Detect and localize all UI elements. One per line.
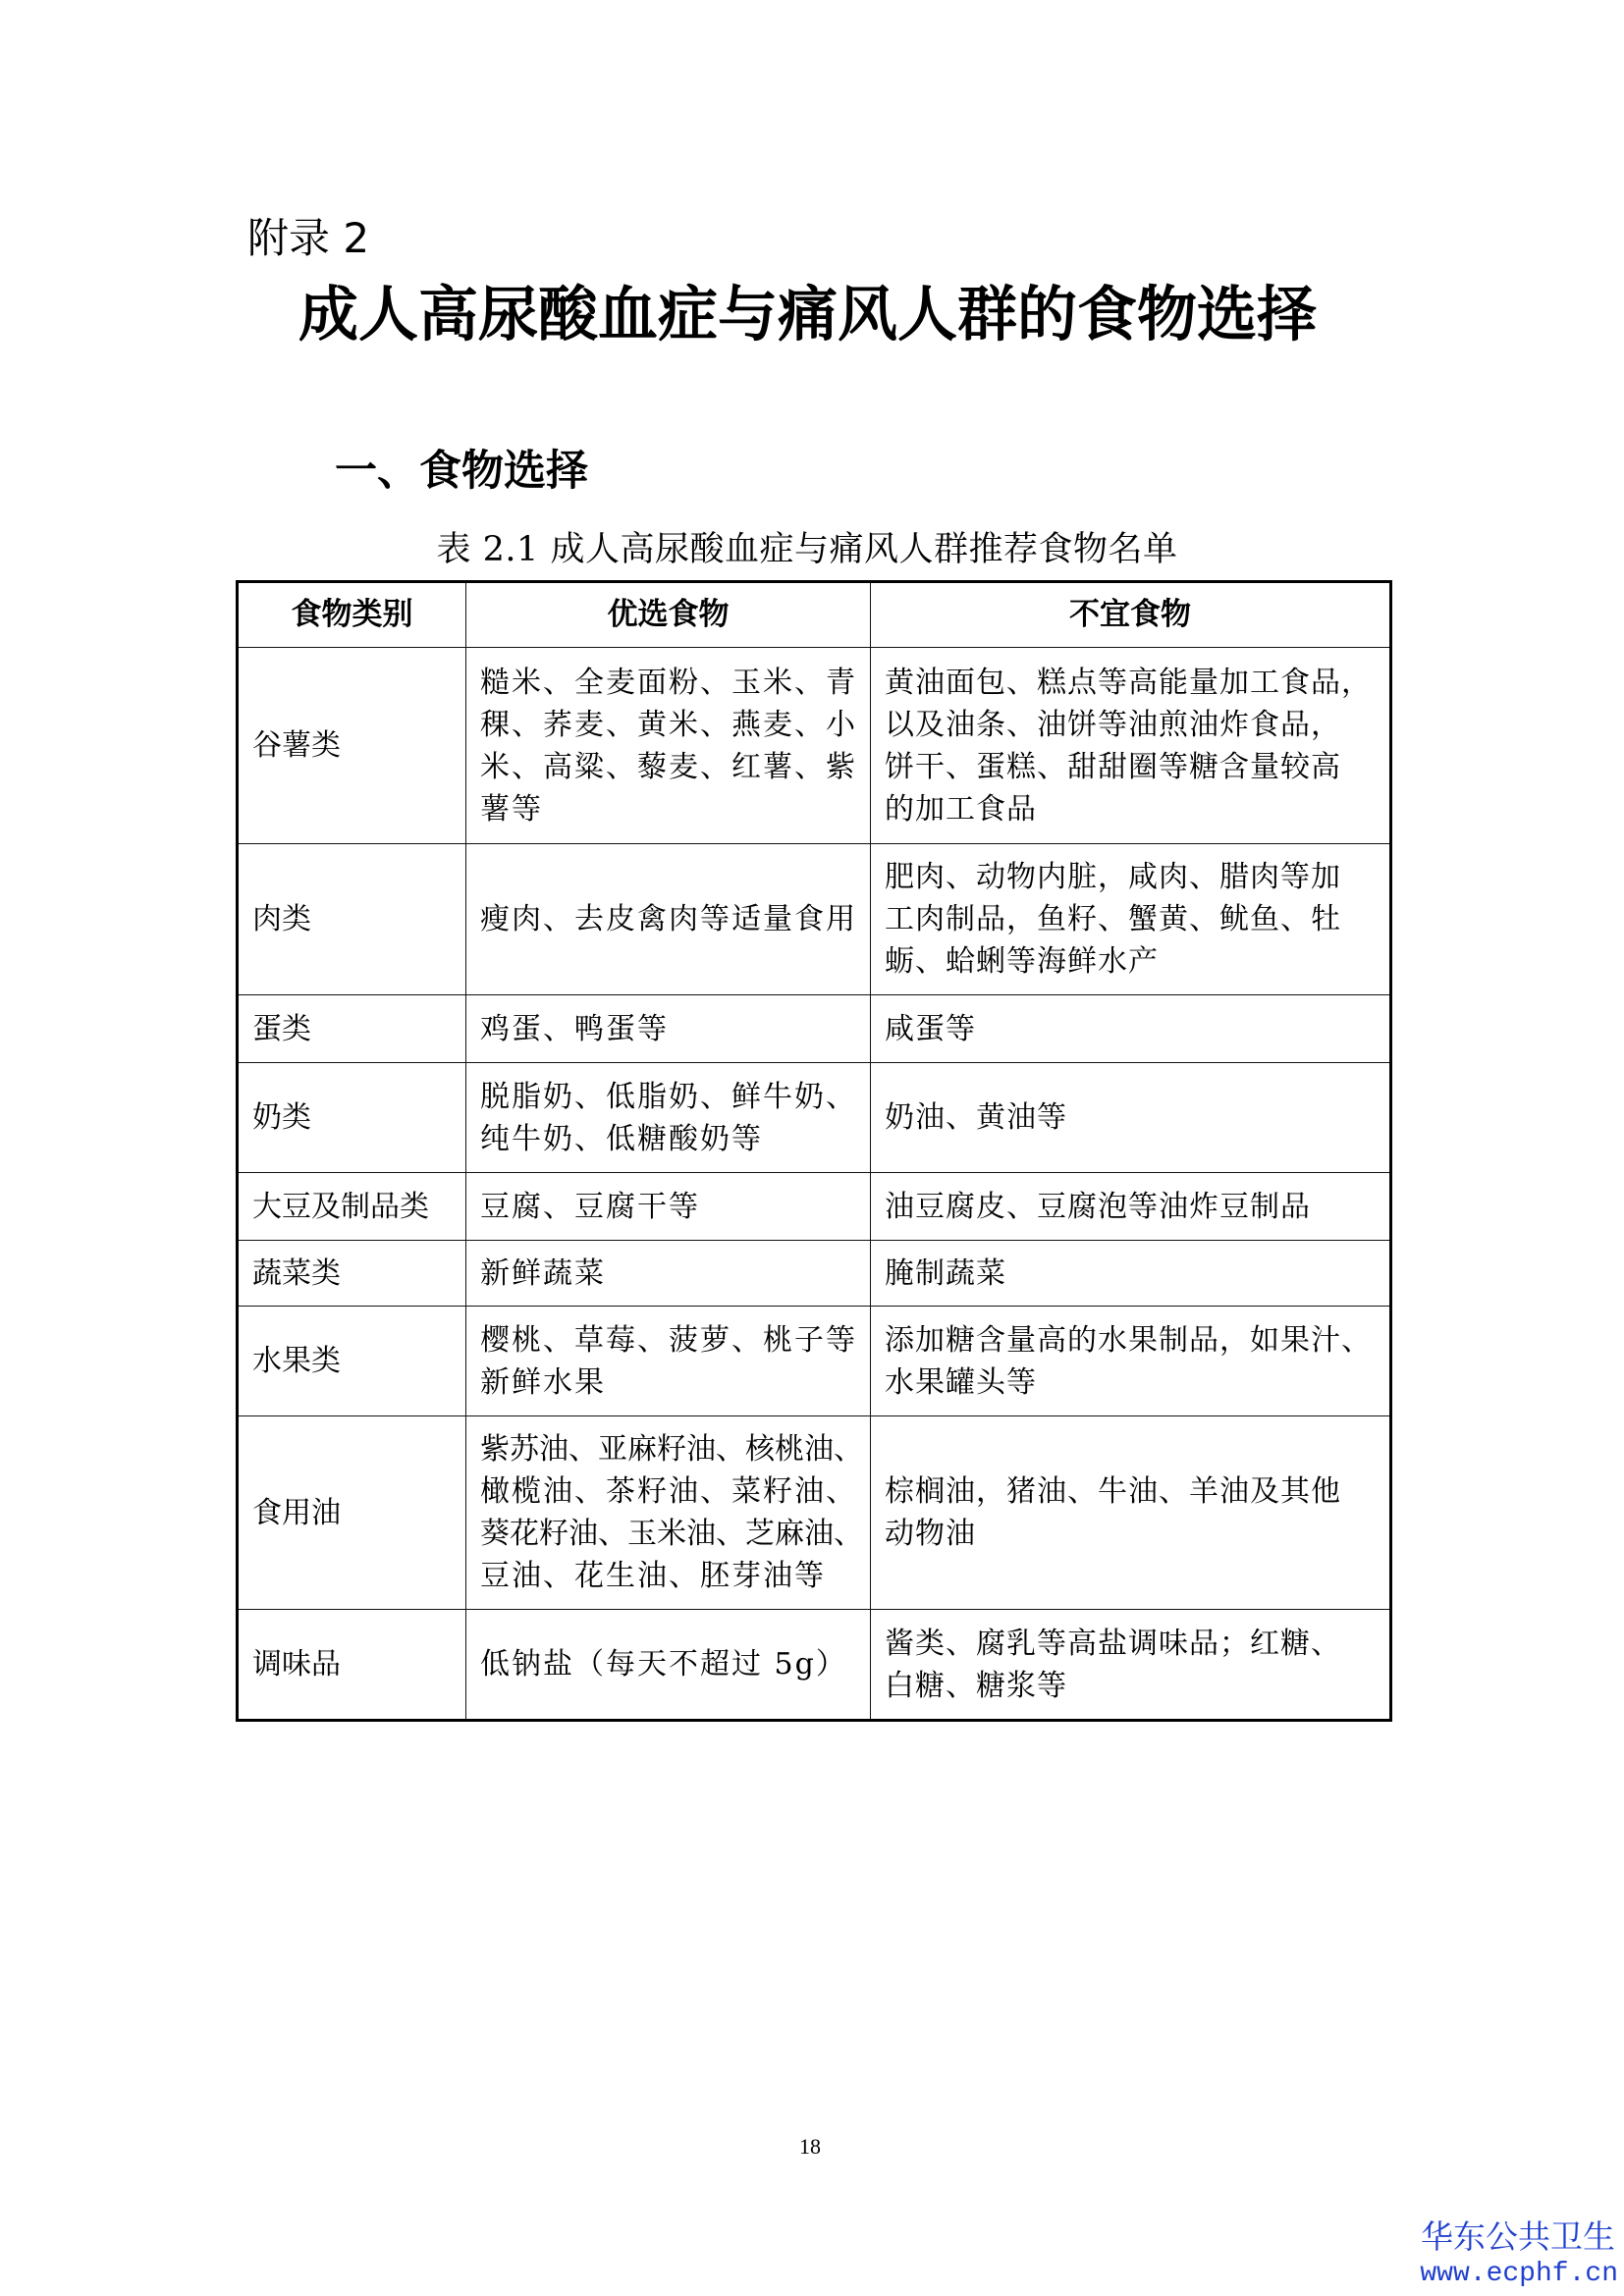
header-not-recommended-foods: 不宜食物 [871, 582, 1391, 648]
table-row [238, 844, 1391, 995]
table-row [238, 1241, 1391, 1307]
preferred-foods-cell [466, 995, 871, 1063]
not-recommended-foods-cell [871, 1063, 1391, 1173]
table-row [238, 648, 1391, 844]
preferred-foods-cell [466, 1610, 871, 1721]
not-recommended-foods-line: 黄油面包、糕点等高能量加工食品， [885, 665, 1372, 700]
not-recommended-foods-line: 咸蛋等 [885, 1011, 976, 1046]
category-cell [238, 1063, 466, 1173]
preferred-foods-line: 豆油、花生油、胚芽油等 [480, 1559, 826, 1593]
not-recommended-foods-line: 奶油、黄油等 [885, 1100, 1067, 1135]
not-recommended-foods-line: 以及油条、油饼等油煎油炸食品， [885, 707, 1341, 742]
table-caption: 表 2.1 成人高尿酸血症与痛风人群推荐食物名单 [436, 530, 1178, 569]
not-recommended-foods-line: 工肉制品，鱼籽、蟹黄、鱿鱼、牡 [885, 902, 1341, 936]
table-row [238, 995, 1391, 1063]
preferred-foods-line: 糙米、全麦面粉、玉米、青 [480, 665, 857, 700]
not-recommended-foods-line: 白糖、糖浆等 [885, 1668, 1067, 1703]
category-cell [238, 1610, 466, 1721]
preferred-foods-line: 鸡蛋、鸭蛋等 [480, 1011, 669, 1046]
table-row [238, 1173, 1391, 1241]
preferred-foods-line: 橄榄油、茶籽油、菜籽油、 [480, 1474, 857, 1509]
header-category: 食物类别 [238, 582, 466, 648]
preferred-foods-cell [466, 1416, 871, 1610]
category-cell [238, 1241, 466, 1307]
table-header-row [238, 582, 1391, 648]
watermark-url: www.ecphf.cn [1420, 2259, 1618, 2289]
preferred-foods-line: 紫苏油、亚麻籽油、核桃油、 [480, 1432, 863, 1467]
not-recommended-foods-line: 的加工食品 [885, 791, 1037, 827]
preferred-foods-line: 新鲜水果 [480, 1364, 606, 1400]
preferred-foods-cell [466, 1063, 871, 1173]
not-recommended-foods-line: 腌制蔬菜 [885, 1255, 1006, 1291]
preferred-foods-line: 薯等 [480, 791, 543, 827]
not-recommended-foods-line: 肥肉、动物内脏，咸肉、腊肉等加 [885, 860, 1341, 894]
food-selection-table [236, 580, 1392, 1722]
not-recommended-foods-cell [871, 1173, 1391, 1241]
category-label: 谷薯类 [252, 728, 341, 763]
not-recommended-foods-line: 水果罐头等 [885, 1364, 1037, 1400]
preferred-foods-line: 瘦肉、去皮禽肉等适量食用 [480, 902, 857, 936]
preferred-foods-cell [466, 1173, 871, 1241]
not-recommended-foods-cell [871, 1416, 1391, 1610]
page-number: 18 [799, 2134, 821, 2159]
category-cell [238, 844, 466, 995]
preferred-foods-line: 新鲜蔬菜 [480, 1255, 606, 1291]
watermark-name: 华东公共卫生 [1421, 2217, 1615, 2256]
not-recommended-foods-line: 酱类、腐乳等高盐调味品；红糖、 [885, 1626, 1341, 1661]
category-label: 蔬菜类 [252, 1255, 341, 1291]
preferred-foods-cell [466, 1241, 871, 1307]
preferred-foods-line: 葵花籽油、玉米油、芝麻油、 [480, 1517, 863, 1551]
not-recommended-foods-cell [871, 995, 1391, 1063]
category-cell [238, 648, 466, 844]
not-recommended-foods-line: 棕榈油，猪油、牛油、羊油及其他 [885, 1474, 1341, 1509]
preferred-foods-line: 米、高粱、藜麦、红薯、紫 [480, 749, 857, 784]
preferred-foods-cell [466, 844, 871, 995]
table-row [238, 1416, 1391, 1610]
preferred-foods-line: 脱脂奶、低脂奶、鲜牛奶、 [480, 1079, 857, 1114]
not-recommended-foods-line: 蛎、蛤蜊等海鲜水产 [885, 944, 1159, 979]
section-heading: 一、食物选择 [335, 447, 588, 496]
preferred-foods-line: 稞、荞麦、黄米、燕麦、小 [480, 707, 857, 742]
preferred-foods-line: 樱桃、草莓、菠萝、桃子等 [480, 1322, 857, 1358]
category-label: 奶类 [252, 1100, 311, 1135]
header-preferred-foods: 优选食物 [466, 582, 871, 648]
not-recommended-foods-line: 添加糖含量高的水果制品，如果汁、 [885, 1322, 1372, 1358]
not-recommended-foods-cell [871, 648, 1391, 844]
not-recommended-foods-line: 饼干、蛋糕、甜甜圈等糖含量较高 [885, 749, 1341, 784]
not-recommended-foods-cell [871, 1307, 1391, 1416]
table-row [238, 1610, 1391, 1721]
table-row [238, 1063, 1391, 1173]
not-recommended-foods-cell [871, 844, 1391, 995]
page-title: 成人高尿酸血症与痛风人群的食物选择 [298, 280, 1317, 349]
category-label: 调味品 [252, 1647, 341, 1682]
not-recommended-foods-line: 动物油 [885, 1517, 976, 1551]
not-recommended-foods-cell [871, 1610, 1391, 1721]
category-cell [238, 1307, 466, 1416]
preferred-foods-cell [466, 1307, 871, 1416]
category-label: 蛋类 [252, 1011, 311, 1046]
category-label: 食用油 [252, 1495, 341, 1530]
category-cell [238, 995, 466, 1063]
preferred-foods-line: 低钠盐（每天不超过 5g） [480, 1647, 847, 1682]
not-recommended-foods-line: 油豆腐皮、豆腐泡等油炸豆制品 [885, 1189, 1311, 1224]
preferred-foods-line: 纯牛奶、低糖酸奶等 [480, 1121, 763, 1156]
preferred-foods-line: 豆腐、豆腐干等 [480, 1189, 700, 1224]
table-row [238, 1307, 1391, 1416]
appendix-label: 附录 2 [247, 214, 370, 262]
not-recommended-foods-cell [871, 1241, 1391, 1307]
category-label: 水果类 [252, 1344, 341, 1378]
category-cell [238, 1173, 466, 1241]
preferred-foods-cell [466, 648, 871, 844]
category-label: 大豆及制品类 [252, 1189, 429, 1224]
category-cell [238, 1416, 466, 1610]
category-label: 肉类 [252, 902, 311, 936]
